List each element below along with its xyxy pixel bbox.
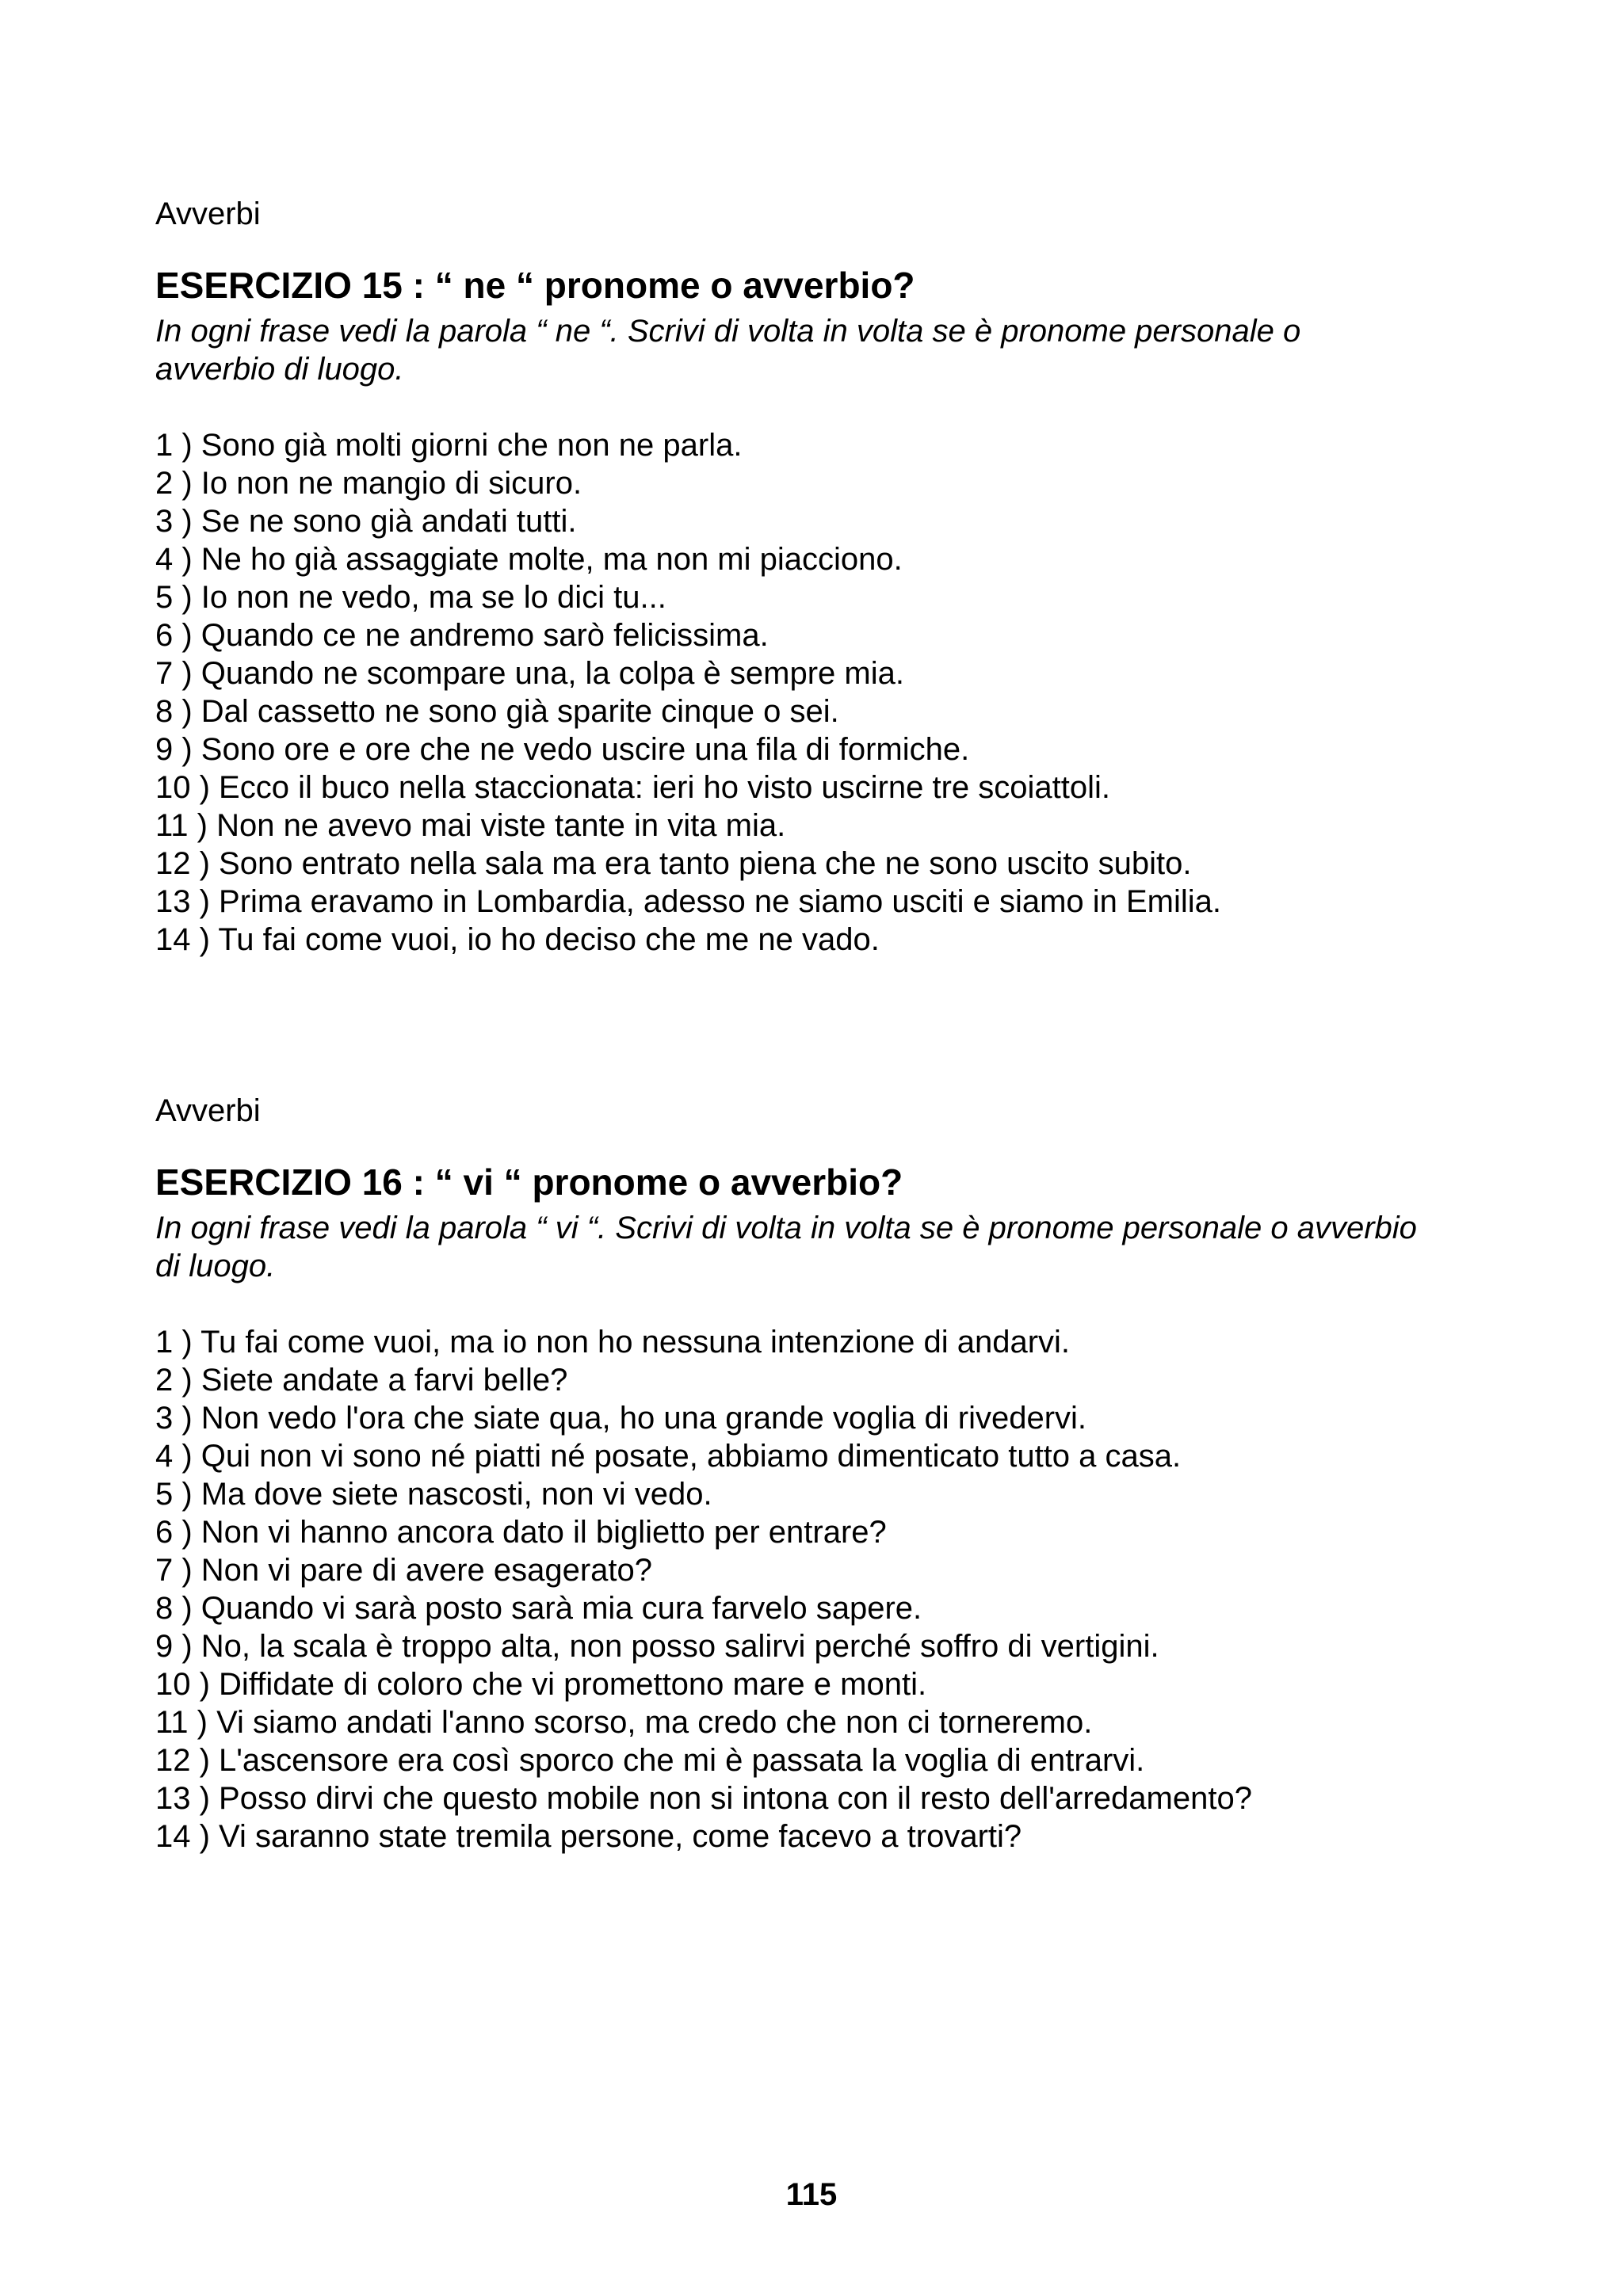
list-item: 2 ) Io non ne mangio di sicuro. [155,466,582,501]
list-item: 11 ) Non ne avevo mai viste tante in vita mia. [155,808,786,843]
list-item: 7 ) Non vi pare di avere esagerato? [155,1553,653,1588]
list-item: 5 ) Io non ne vedo, ma se lo dici tu... [155,580,666,615]
list-item: 13 ) Posso dirvi che questo mobile non si intona con il resto dell'arredamento? [155,1781,1252,1816]
list-item: 14 ) Vi saranno state tremila persone, come facevo a trovarti? [155,1819,1022,1854]
list-item: 8 ) Dal cassetto ne sono già sparite cinque o sei. [155,694,839,729]
instructions-line: In ogni frase vedi la parola “ vi “. Scrivi di volta in volta se è pronome personale o avverbio [155,1211,1417,1245]
exercise-16-section [155,1092,1487,1855]
list-item: 8 ) Quando vi sarà posto sarà mia cura farvelo sapere. [155,1591,922,1626]
list-item: 10 ) Ecco il buco nella staccionata: ieri ho visto uscirne tre scoiattoli. [155,770,1111,805]
list-item: 4 ) Ne ho già assaggiate molte, ma non mi piacciono. [155,542,903,577]
list-item: 3 ) Se ne sono già andati tutti. [155,504,577,539]
list-item: 11 ) Vi siamo andati l'anno scorso, ma credo che non ci torneremo. [155,1705,1093,1740]
exercise-list [155,1323,1487,1855]
list-item: 13 ) Prima eravamo in Lombardia, adesso ne siamo usciti e siamo in Emilia. [155,884,1222,919]
list-item: 1 ) Sono già molti giorni che non ne parla. [155,428,743,463]
instructions-line: avverbio di luogo. [155,352,404,387]
list-item: 12 ) Sono entrato nella sala ma era tanto piena che ne sono uscito subito. [155,846,1192,881]
list-item: 10 ) Diffidate di coloro che vi promettono mare e monti. [155,1667,927,1702]
list-item: 7 ) Quando ne scompare una, la colpa è sempre mia. [155,656,904,691]
list-item: 6 ) Quando ce ne andremo sarò felicissima. [155,618,769,653]
list-item: 9 ) Sono ore e ore che ne vedo uscire una fila di formiche. [155,732,970,767]
section-label: Avverbi [155,196,261,231]
list-item: 4 ) Qui non vi sono né piatti né posate, abbiamo dimenticato tutto a casa. [155,1439,1182,1474]
page-number: 115 [785,2177,838,2212]
list-item: 12 ) L'ascensore era così sporco che mi è passata la voglia di entrarvi. [155,1743,1145,1778]
list-item: 5 ) Ma dove siete nascosti, non vi vedo. [155,1477,712,1512]
instructions-line: In ogni frase vedi la parola “ ne “. Scrivi di volta in volta se è pronome personale o [155,314,1301,349]
section-label: Avverbi [155,1093,261,1128]
list-item: 9 ) No, la scala è troppo alta, non posso salirvi perché soffro di vertigini. [155,1629,1159,1664]
list-item: 2 ) Siete andate a farvi belle? [155,1363,568,1398]
exercise-title: ESERCIZIO 16 : “ vi “ pronome o avverbio? [155,1161,903,1203]
exercise-15-section [155,195,1487,959]
list-item: 3 ) Non vedo l'ora che siate qua, ho una grande voglia di rivedervi. [155,1401,1087,1436]
list-item: 14 ) Tu fai come vuoi, io ho deciso che me ne vado. [155,922,880,957]
instructions-line: di luogo. [155,1249,276,1283]
list-item: 6 ) Non vi hanno ancora dato il biglietto per entrare? [155,1515,887,1550]
list-item: 1 ) Tu fai come vuoi, ma io non ho nessuna intenzione di andarvi. [155,1325,1071,1360]
exercise-list [155,426,1487,959]
exercise-title: ESERCIZIO 15 : “ ne “ pronome o avverbio? [155,265,915,306]
